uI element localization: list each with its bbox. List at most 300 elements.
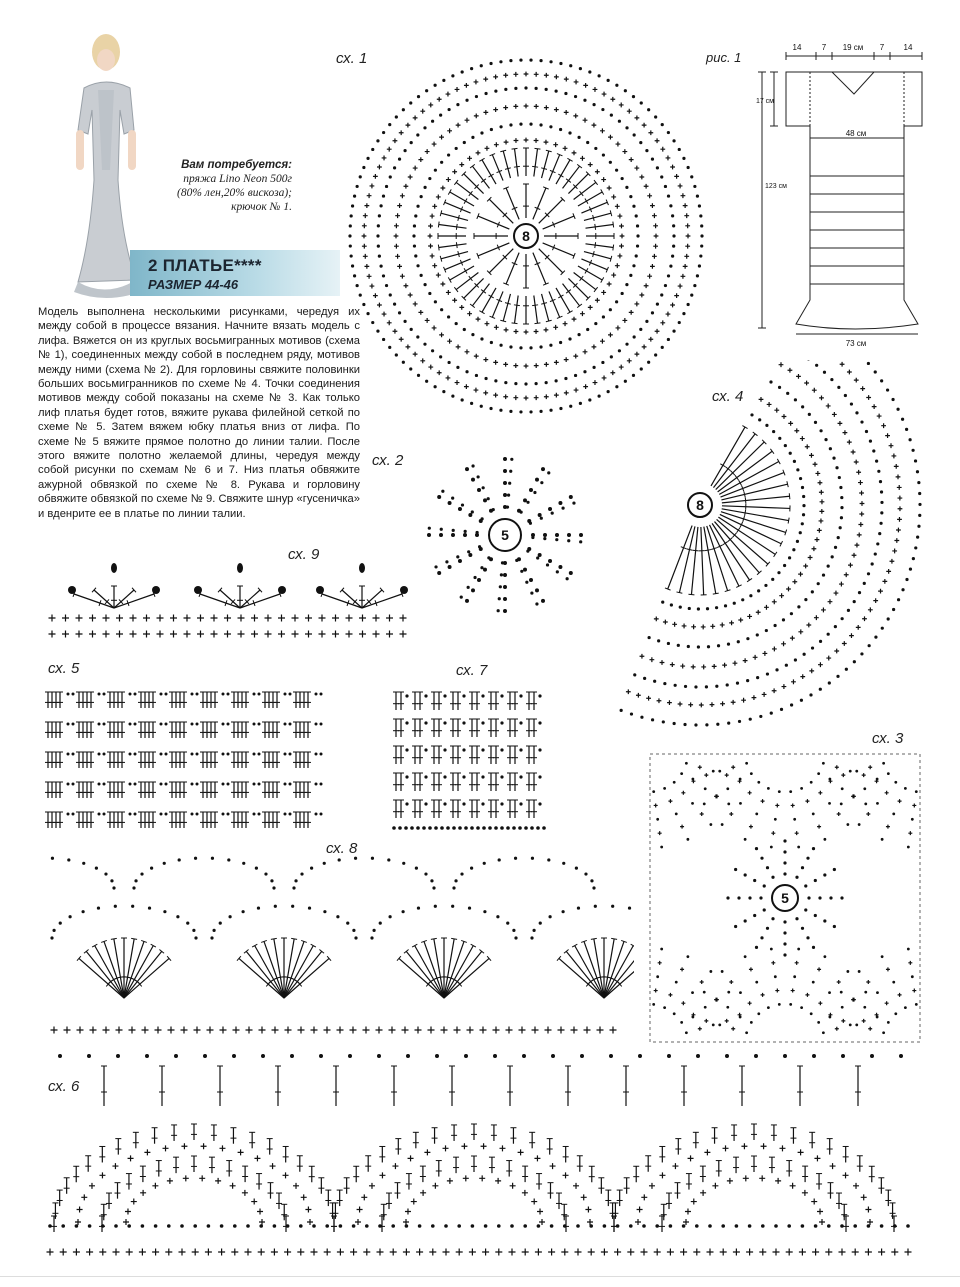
- chain-stitch: [160, 753, 163, 756]
- chain-stitch: [703, 991, 706, 994]
- single-crochet: [394, 244, 399, 249]
- chain-stitch: [792, 548, 795, 551]
- chain-stitch: [575, 867, 578, 870]
- chain-stitch: [691, 1016, 694, 1019]
- single-crochet: [464, 83, 469, 88]
- materials-line: (80% лен,20% вискоза);: [176, 187, 292, 199]
- single-crochet: [685, 244, 690, 249]
- single-crochet: [224, 615, 231, 622]
- chain-stitch: [789, 790, 792, 793]
- chain-stitch: [827, 1224, 831, 1228]
- chain-stitch: [371, 857, 374, 860]
- diagram-label-4: сх. 4: [712, 388, 744, 405]
- chain-stitch: [757, 1012, 760, 1015]
- single-crochet: [405, 1208, 411, 1214]
- chain-stitch: [538, 748, 541, 751]
- chain-stitch: [500, 826, 504, 830]
- single-crochet: [131, 1199, 137, 1205]
- single-crochet: [495, 1178, 501, 1184]
- chain-stitch: [160, 723, 163, 726]
- single-crochet: [297, 1249, 304, 1256]
- chain-stitch: [656, 818, 659, 821]
- single-crochet: [324, 1249, 331, 1256]
- chain-stitch: [564, 92, 567, 95]
- single-crochet: [90, 1027, 97, 1034]
- stitch-top: [271, 938, 277, 939]
- single-crochet: [377, 165, 382, 170]
- single-crochet: [251, 631, 258, 638]
- single-crochet: [817, 967, 821, 971]
- chain-stitch: [797, 605, 800, 608]
- chain-stitch: [651, 718, 654, 721]
- single-crochet: [76, 631, 83, 638]
- single-crochet: [441, 1027, 448, 1034]
- chain-stitch: [882, 1031, 885, 1034]
- treble-stitch: [515, 295, 519, 323]
- chain-stitch: [688, 607, 691, 610]
- treble-stitch: [720, 514, 781, 543]
- chain-stitch: [428, 826, 432, 830]
- chain-stitch: [382, 338, 385, 341]
- chain-stitch: [529, 58, 532, 61]
- single-crochet: [400, 193, 405, 198]
- chain-stitch: [783, 1054, 787, 1058]
- chain-stitch: [525, 581, 528, 584]
- chain-stitch: [481, 802, 484, 805]
- chain-stitch: [810, 781, 813, 784]
- chain-stitch: [154, 1224, 158, 1228]
- chain-stitch: [750, 1021, 753, 1024]
- single-crochet: [60, 1249, 67, 1256]
- chain-stitch: [500, 802, 503, 805]
- single-crochet: [653, 244, 658, 249]
- single-crochet: [759, 1175, 765, 1181]
- chain-stitch: [806, 936, 809, 939]
- chain-stitch: [462, 748, 465, 751]
- chain-stitch: [696, 274, 699, 277]
- single-crochet: [170, 631, 177, 638]
- single-crochet: [142, 1027, 149, 1034]
- single-crochet: [455, 87, 460, 92]
- stitch-top: [535, 323, 541, 324]
- chain-stitch: [416, 335, 419, 338]
- chain-stitch: [376, 139, 379, 142]
- single-crochet: [420, 1190, 426, 1196]
- chain-stitch: [855, 411, 858, 414]
- single-crochet: [394, 223, 399, 228]
- single-crochet: [626, 689, 631, 694]
- single-crochet: [420, 358, 425, 363]
- chain-stitch: [603, 1224, 607, 1228]
- single-crochet: [129, 1027, 136, 1034]
- chain-stitch: [801, 1224, 805, 1228]
- single-crochet: [818, 662, 823, 667]
- chain-stitch: [734, 868, 737, 871]
- chain-stitch: [134, 783, 137, 786]
- treble-stitch: [492, 155, 503, 181]
- single-crochet: [682, 624, 687, 629]
- stitch-top: [535, 148, 541, 149]
- chain-stitch: [430, 879, 433, 882]
- single-crochet: [837, 980, 841, 984]
- chain-stitch: [787, 1224, 791, 1228]
- single-crochet: [820, 499, 825, 504]
- single-crochet: [531, 1199, 537, 1205]
- chain-stitch: [227, 813, 230, 816]
- chain-stitch: [510, 458, 513, 461]
- chain-stitch: [455, 147, 458, 150]
- chain-stitch: [503, 573, 507, 577]
- chain-stitch: [391, 1224, 395, 1228]
- chain-stitch: [316, 586, 324, 594]
- chain-stitch: [467, 586, 470, 589]
- single-crochet: [794, 428, 799, 433]
- chain-stitch: [538, 802, 541, 805]
- single-crochet: [843, 430, 848, 435]
- chain-stitch: [258, 753, 261, 756]
- chain-stitch: [682, 157, 685, 160]
- chain-stitch: [746, 637, 749, 640]
- single-crochet: [886, 825, 890, 829]
- chain-stitch: [207, 1224, 211, 1228]
- chain-stitch: [708, 1224, 712, 1228]
- single-crochet: [157, 615, 164, 622]
- single-crochet: [89, 1183, 95, 1189]
- chain-stitch: [52, 929, 55, 932]
- chain-stitch: [694, 723, 697, 726]
- single-crochet: [683, 264, 688, 269]
- treble-stitch: [515, 149, 519, 177]
- chain-stitch: [911, 449, 914, 452]
- single-crochet: [817, 1208, 823, 1214]
- single-crochet: [553, 325, 558, 330]
- chain-stitch: [535, 478, 539, 482]
- single-crochet: [629, 157, 634, 162]
- chain-stitch: [416, 264, 419, 267]
- chain-stitch: [530, 936, 533, 939]
- single-crochet: [654, 803, 658, 807]
- treble-stitch: [506, 253, 519, 284]
- single-crochet: [743, 1175, 749, 1181]
- single-crochet: [550, 1163, 556, 1169]
- single-crochet: [761, 1143, 767, 1149]
- single-crochet: [704, 1019, 708, 1023]
- chain-stitch: [760, 857, 763, 860]
- chain-stitch: [680, 772, 683, 775]
- chain-stitch: [783, 839, 786, 842]
- treble-stitch: [439, 225, 467, 229]
- materials-heading: Вам потребуется:: [181, 159, 292, 171]
- single-crochet: [748, 1001, 752, 1005]
- chain-stitch: [503, 597, 507, 601]
- chain-stitch: [97, 906, 100, 909]
- single-crochet: [571, 1027, 578, 1034]
- chain-stitch: [506, 506, 509, 509]
- chain-stitch: [104, 872, 107, 875]
- single-crochet: [790, 636, 795, 641]
- chain-stitch: [793, 975, 796, 978]
- single-crochet: [772, 647, 777, 652]
- dress-pattern-drawing: [752, 38, 942, 358]
- chain-stitch: [793, 818, 796, 821]
- single-crochet: [219, 1145, 225, 1151]
- chain-stitch: [462, 721, 465, 724]
- single-crochet: [467, 311, 472, 316]
- chain-stitch: [512, 929, 515, 932]
- single-crochet: [524, 330, 529, 335]
- single-crochet: [731, 765, 735, 769]
- chain-stitch: [773, 624, 776, 627]
- chain-stitch: [446, 826, 450, 830]
- single-crochet: [866, 395, 871, 400]
- single-crochet: [554, 107, 559, 112]
- single-crochet: [400, 615, 407, 622]
- single-crochet: [143, 615, 150, 622]
- single-crochet: [428, 365, 433, 370]
- chain-stitch: [289, 723, 292, 726]
- chain-stitch: [670, 603, 673, 606]
- single-crochet: [611, 273, 616, 278]
- chain-stitch: [72, 693, 75, 696]
- chain-stitch: [874, 370, 877, 373]
- chain-stitch: [795, 917, 798, 920]
- single-crochet: [704, 773, 708, 777]
- chain-stitch: [667, 131, 670, 134]
- single-crochet: [429, 1249, 436, 1256]
- chain-stitch: [377, 244, 380, 247]
- single-crochet: [493, 393, 498, 398]
- chain-stitch: [651, 311, 654, 314]
- chain-stitch: [580, 1054, 584, 1058]
- chain-stitch: [487, 497, 490, 500]
- chain-stitch: [905, 428, 908, 431]
- single-crochet: [197, 631, 204, 638]
- treble-stitch: [585, 244, 613, 248]
- chain-stitch: [675, 812, 678, 815]
- chain-stitch: [841, 617, 844, 620]
- single-crochet: [592, 344, 597, 349]
- stitch-top: [774, 552, 777, 557]
- chain-stitch: [845, 668, 848, 671]
- chain-stitch: [482, 486, 485, 489]
- treble-stitch: [506, 188, 519, 219]
- single-crochet: [534, 72, 539, 77]
- chain-stitch: [690, 175, 693, 178]
- single-crochet: [49, 631, 56, 638]
- chain-stitch: [858, 823, 861, 826]
- chain-stitch: [577, 906, 580, 909]
- single-crochet: [762, 651, 767, 656]
- materials-block: [150, 158, 292, 214]
- single-crochet: [595, 169, 600, 174]
- chain-stitch: [765, 424, 768, 427]
- chain-stitch: [405, 721, 408, 724]
- single-crochet: [242, 1190, 248, 1196]
- chain-stitch: [72, 813, 75, 816]
- chain-stitch: [562, 862, 565, 865]
- chain-stitch: [823, 371, 826, 374]
- chain-stitch: [655, 1224, 659, 1228]
- chain-stitch: [808, 413, 811, 416]
- chain-stitch: [434, 826, 438, 830]
- chain-stitch: [853, 660, 856, 663]
- chain-stitch: [319, 1054, 323, 1058]
- single-crochet: [220, 1027, 227, 1034]
- single-crochet: [795, 831, 799, 835]
- chain-stitch: [640, 716, 643, 719]
- chain-stitch: [860, 420, 863, 423]
- single-crochet: [813, 462, 818, 467]
- single-crochet: [691, 1199, 697, 1205]
- single-crochet: [238, 1149, 244, 1155]
- single-crochet: [799, 1249, 806, 1256]
- chain-stitch: [835, 466, 838, 469]
- single-crochet: [51, 1027, 58, 1034]
- single-crochet: [639, 175, 644, 180]
- chain-stitch: [661, 346, 664, 349]
- chain-stitch: [660, 948, 663, 951]
- single-crochet: [681, 274, 686, 279]
- single-crochet: [819, 1219, 825, 1225]
- chain-stitch: [770, 712, 773, 715]
- single-crochet: [622, 149, 627, 154]
- measure-chest: 48 см: [845, 129, 867, 138]
- chain-stitch: [568, 337, 571, 340]
- chain-stitch: [481, 721, 484, 724]
- chain-stitch: [475, 374, 478, 377]
- chain-stitch: [112, 886, 115, 889]
- single-crochet: [130, 615, 137, 622]
- chain-stitch: [67, 783, 70, 786]
- single-crochet: [452, 298, 457, 303]
- chain-stitch: [680, 1021, 683, 1024]
- single-crochet: [394, 234, 399, 239]
- chain-stitch: [561, 910, 564, 913]
- chain-stitch: [796, 468, 799, 471]
- chain-stitch: [667, 194, 670, 197]
- single-crochet: [480, 1027, 487, 1034]
- single-crochet: [403, 1219, 409, 1225]
- chain-stitch: [716, 723, 719, 726]
- single-crochet: [493, 74, 498, 79]
- chain-stitch: [628, 906, 631, 909]
- chain-stitch: [114, 1224, 118, 1228]
- chain-stitch: [289, 693, 292, 696]
- chain-stitch: [443, 721, 446, 724]
- single-crochet: [293, 1183, 299, 1189]
- picot: [237, 563, 243, 573]
- single-crochet: [610, 1027, 617, 1034]
- treble-stitch: [533, 253, 546, 284]
- chain-stitch: [484, 1224, 488, 1228]
- chain-stitch: [812, 1054, 816, 1058]
- single-crochet: [635, 1219, 641, 1225]
- chain-stitch: [500, 748, 503, 751]
- chain-stitch: [532, 929, 535, 932]
- chain-stitch: [836, 675, 839, 678]
- chain-stitch: [804, 884, 807, 887]
- chain-stitch: [67, 858, 70, 861]
- chain-stitch: [530, 826, 534, 830]
- chain-stitch: [362, 166, 365, 169]
- chain-stitch: [465, 370, 468, 373]
- chain-stitch: [467, 550, 470, 553]
- single-crochet: [636, 693, 641, 698]
- chain-stitch: [401, 910, 404, 913]
- single-crochet: [76, 615, 83, 622]
- single-crochet: [775, 1178, 781, 1184]
- chain-stitch: [482, 826, 486, 830]
- chain-stitch: [504, 381, 507, 384]
- single-crochet: [834, 591, 839, 596]
- single-crochet: [891, 1249, 898, 1256]
- chain-stitch: [684, 685, 687, 688]
- chain-stitch: [832, 457, 835, 460]
- single-crochet: [99, 1249, 106, 1256]
- chain-stitch: [918, 492, 921, 495]
- chain-stitch: [535, 588, 539, 592]
- chain-stitch: [621, 292, 624, 295]
- chain-stitch: [841, 1054, 845, 1058]
- chain-stitch: [227, 858, 230, 861]
- chain-stitch: [114, 905, 117, 908]
- single-crochet: [828, 599, 833, 604]
- chain-stitch: [531, 536, 534, 539]
- chain-stitch: [727, 722, 730, 725]
- single-crochet: [513, 104, 518, 109]
- stitch-top: [676, 592, 682, 593]
- chain-stitch: [196, 783, 199, 786]
- single-crochet: [634, 302, 639, 307]
- chain-stitch: [519, 346, 522, 349]
- single-crochet: [832, 412, 837, 417]
- single-crochet: [685, 223, 690, 228]
- chain-stitch: [699, 214, 702, 217]
- chain-stitch: [749, 594, 752, 597]
- chain-stitch: [767, 1006, 770, 1009]
- single-crochet: [861, 1194, 867, 1200]
- single-crochet: [455, 380, 460, 385]
- chain-stitch: [464, 826, 468, 830]
- single-crochet: [201, 1143, 207, 1149]
- single-crochet: [123, 1219, 129, 1225]
- chain-stitch: [506, 922, 509, 925]
- chain-stitch: [388, 346, 391, 349]
- single-crochet: [699, 703, 704, 708]
- chain-stitch: [519, 123, 522, 126]
- treble-stitch: [584, 252, 611, 259]
- chain-stitch: [568, 131, 571, 134]
- chain-stitch: [904, 1006, 907, 1009]
- chain-stitch: [69, 915, 72, 918]
- chain-stitch: [583, 99, 586, 102]
- chain-stitch: [917, 525, 920, 528]
- chain-stitch: [387, 858, 390, 861]
- single-crochet: [805, 993, 809, 997]
- chain-stitch: [777, 571, 780, 574]
- chain-stitch: [414, 254, 417, 257]
- single-crochet: [494, 142, 499, 147]
- single-crochet: [439, 332, 444, 337]
- chain-stitch: [416, 826, 420, 830]
- single-crochet: [311, 1027, 318, 1034]
- chain-stitch: [735, 1224, 739, 1228]
- single-crochet: [791, 803, 795, 807]
- chain-stitch: [351, 204, 354, 207]
- chain-stitch: [912, 557, 915, 560]
- chain-stitch: [694, 685, 697, 688]
- single-crochet: [215, 1178, 221, 1184]
